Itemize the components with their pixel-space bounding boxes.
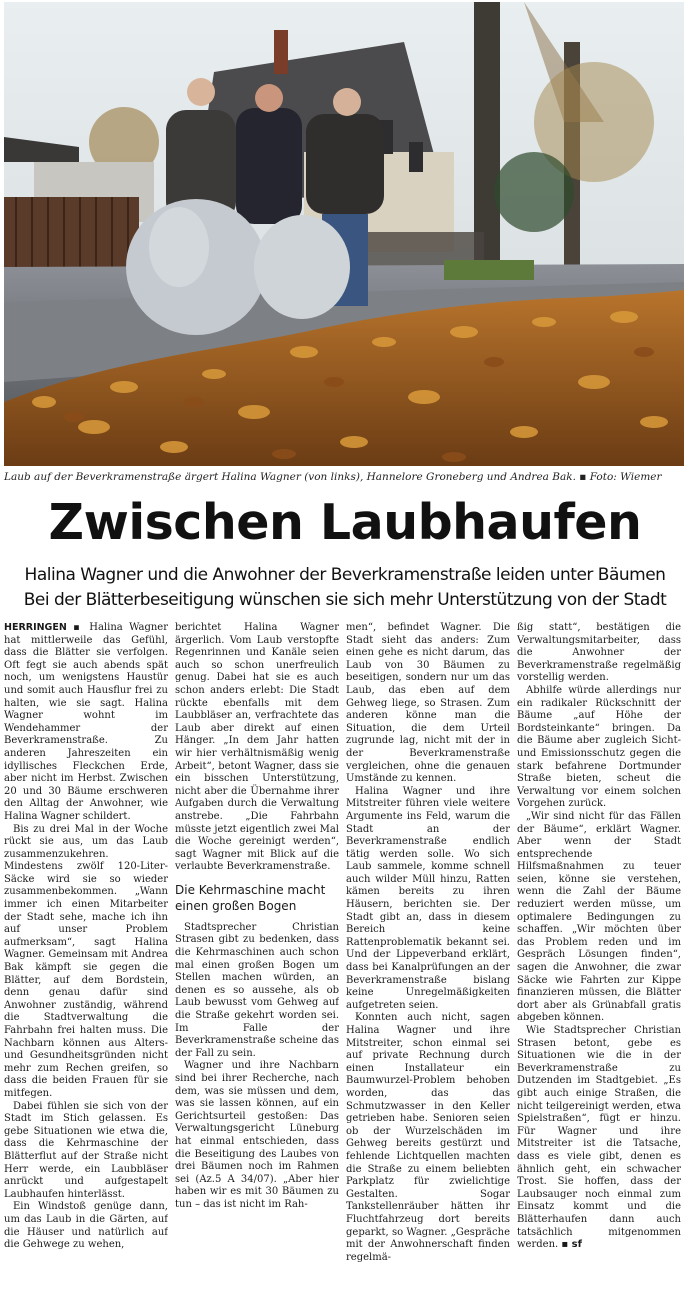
article-photo — [4, 2, 684, 466]
paragraph: Halina Wagner und ihre Mitstreiter führen viele weitere Argumente ins Feld, warum die Stadt an der Beverkramenstraße endlich tätig werden solle. Wo sich Laub sammele, komme schnell auch wilder Müll hinzu, Ratten kämen bereits zu ihren Häusern, berichten sie. Der Stadt gibt an, dass in diesem Bereich keine Rattenproblematik bekannt sei. Und der Lippeverband erklärt, dass bei Kanalprüfungen an der Beverkramenstraße bislang keine Unregelmäßigkeiten aufgetreten seien. — [346, 785, 510, 1011]
article-column-2 — [175, 622, 339, 1297]
subheadline-2: Bei der Blätterbeseitigung wünschen sie sich mehr Unterstützung von der Stadt — [23, 590, 667, 610]
paragraph: berichtet Halina Wagner ärgerlich. Vom Laub verstopfte Regenrinnen und Kanäle seien auch so schon unerfreulich genug. Dabei hat sie es auch schon anders erlebt: Die Stadt rückte ebenfalls mit dem Laubbläser an, verfrachtete das Laub aber direkt auf einen Hänger. „In dem Jahr hatten wir hier verhältnismäßig wenig Arbeit“, betont Wagner, dass sie ein bisschen Unterstützung, nicht aber die Übernahme ihrer Aufgaben durch die Verwaltung anstrebe. „Die Fahrbahn müsste jetzt eigentlich zwei Mal die Woche gereinigt werden“, sagt Wagner mit Blick auf die verlaubte Beverkramenstraße. — [175, 622, 339, 873]
paragraph: Halina Wagner hat mittlerweile das Gefühl, dass die Blätter sie verfolgen. Oft fegt sie auch abends spät noch, um wenigstens Haustür und somit auch Hausflur frei zu halten, wie sie sagt. Halina Wagner wohnt im Wendehammer der Beverkramenstraße. Zu anderen Jahreszeiten ein idyllisches Fleckchen Erde, aber nicht im Herbst. Zwischen 20 und 30 Bäume erschweren den Alltag der Anwohner, wie Halina Wagner schildert. — [4, 622, 168, 822]
paragraph: „Wir sind nicht für das Fällen der Bäume“, erklärt Wagner. Aber wenn der Stadt entsprechende Hilfsmaßnahmen zu teuer seien, könne sie verstehen, wenn die Zahl der Bäume reduziert werden müsse, um optimalere Bedingungen zu schaffen. „Wir möchten über das Problem reden und im Gespräch Lösungen finden“, sagen die Anwohner, die zwar Säcke wie Fahrten zur Kippe finanzieren müssen, die Blätter dort aber als Grünabfall gratis abgeben können. — [517, 810, 681, 1024]
article-column-1 — [4, 622, 168, 1297]
paragraph: Ein Windstoß genüge dann, um das Laub in die Gärten, auf die Häuser und natürlich auf die Gehwege zu wehen, — [4, 1201, 168, 1251]
crosshead: Die Kehrmaschine macht einen großen Bogen — [175, 882, 326, 913]
headline: Zwischen Laubhaufen — [48, 494, 642, 551]
paragraph: men“, befindet Wagner. Die Stadt sieht das anders: Zum einen gehe es nicht darum, das Laub von 30 Bäumen zu beseitigen, sondern nur um das Laub, das eben auf dem Gehweg liege, so Strasen. Zum anderen könne man die Situation, die dem Urteil zugrunde lag, nicht mit der in der Beverkramenstraße vergleichen, ohne die genauen Umstände zu kennen. — [346, 622, 510, 785]
paragraph: Wagner und ihre Nachbarn sind bei ihrer Recherche, nach dem, was sie müssen und dem, was sie lassen können, auf ein Gerichtsurteil gestoßen: Das Verwaltungsgericht Lüneburg hat einmal entschieden, dass die Beseitigung des Laubes von drei Bäumen noch im Rahmen sei (Az.5 A 34/07). „Aber hier haben wir es mit 30 Bäumen zu tun – das ist nicht im Rah- — [175, 1060, 339, 1210]
author-signature: ▪ sf — [561, 1239, 582, 1251]
paragraph: Bis zu drei Mal in der Woche rückt sie aus, um das Laub zusammenzukehren. Mindestens zwölf 120-Liter-Säcke wird sie so wieder zusammenbekommen. „Wann immer ich einen Mitarbeiter der Stadt sehe, mache ich ihn auf unser Problem aufmerksam“, sagt Halina Wagner. Gemeinsam mit Andrea Bak kämpft sie gegen die Blätter, auf dem Bordstein, denn genau dafür sind Anwohner zuständig, während die Stadtverwaltung die Fahrbahn frei halten muss. Die Nachbarn können aus Alters- und Gesundheitsgründen nicht mehr zum Rechen greifen, so dass die beiden Frauen für sie mitfegen. — [4, 823, 168, 1099]
paragraph: ßig statt“, bestätigen die Verwaltungsmitarbeiter, dass die Anwohner der Beverkramenstraße regelmäßig vorstellig werden. — [517, 622, 681, 684]
article-column-4 — [517, 622, 681, 1297]
dateline: HERRINGEN ▪ — [4, 622, 83, 633]
subheadline-1: Halina Wagner und die Anwohner der Beverkramenstraße leiden unter Bäumen — [24, 565, 666, 585]
photo-illustration — [4, 2, 684, 466]
paragraph: Dabei fühlen sie sich von der Stadt im Stich gelassen. Es gebe Situationen wie etwa die, dass die Kehrmaschine der Blätterflut auf der Straße nicht Herr werde, ein Laubbläser anrückt und aufgestapelt Laubhaufen hinterlässt. — [4, 1100, 168, 1200]
article-column-3 — [346, 622, 510, 1297]
photo-caption: Laub auf der Beverkramenstraße ärgert Halina Wagner (von links), Hannelore Groneberg und Andrea Bak. ▪ Foto: Wiemer — [4, 471, 662, 483]
paragraph: Wie Stadtsprecher Christian Strasen betont, gebe es Situationen wie die in der Beverkramenstraße zu Dutzenden im Stadtgebiet. „Es gibt auch einige Straßen, die nicht teilgereinigt werden, etwa Spielstraßen“, fügt er hinzu. Für Wagner und ihre Mitstreiter ist die Tatsache, dass es viele gibt, denen es ähnlich geht, ein schwacher Trost. Sie hoffen, dass der Laubsauger noch einmal zum Einsatz kommt und die Blätterhaufen dann auch tatsächlich mitgenommen werden. — [517, 1025, 681, 1251]
paragraph: Konnten auch nicht, sagen Halina Wagner und ihre Mitstreiter, schon einmal sei auf private Rechnung durch einen Installateur ein Baumwurzel-Problem behoben worden, das das Schmutzwasser in den Keller getrieben habe. Senioren seien ob der Wurzelschäden im Gehweg bereits gestürzt und fehlende Lichtquellen machten die Straße zu einem beliebten Parkplatz für zwielichtige Gestalten. Sogar Tankstellenräuber hätten ihr Fluchtfahrzeug dort bereits geparkt, so Wagner. „Gespräche mit der Anwohnerschaft finden regelmä- — [346, 1012, 510, 1263]
paragraph: Abhilfe würde allerdings nur ein radikaler Rückschnitt der Bäume „auf Höhe der Bordsteinkante“ bringen. Da die Bäume aber zugleich Sicht- und Emissionsschutz gegen die stark befahrene Dortmunder Straße bieten, scheut die Verwaltung vor einem solchen Vorgehen zurück. — [517, 684, 681, 810]
paragraph: Stadtsprecher Christian Strasen gibt zu bedenken, dass die Kehrmaschinen auch schon mal einen großen Bogen um Stellen machen würden, an denen es so aussehe, als ob Laub bewusst vom Gehweg auf die Straße gekehrt worden sei. Im Falle der Beverkramenstraße scheine das der Fall zu sein. — [175, 921, 339, 1059]
